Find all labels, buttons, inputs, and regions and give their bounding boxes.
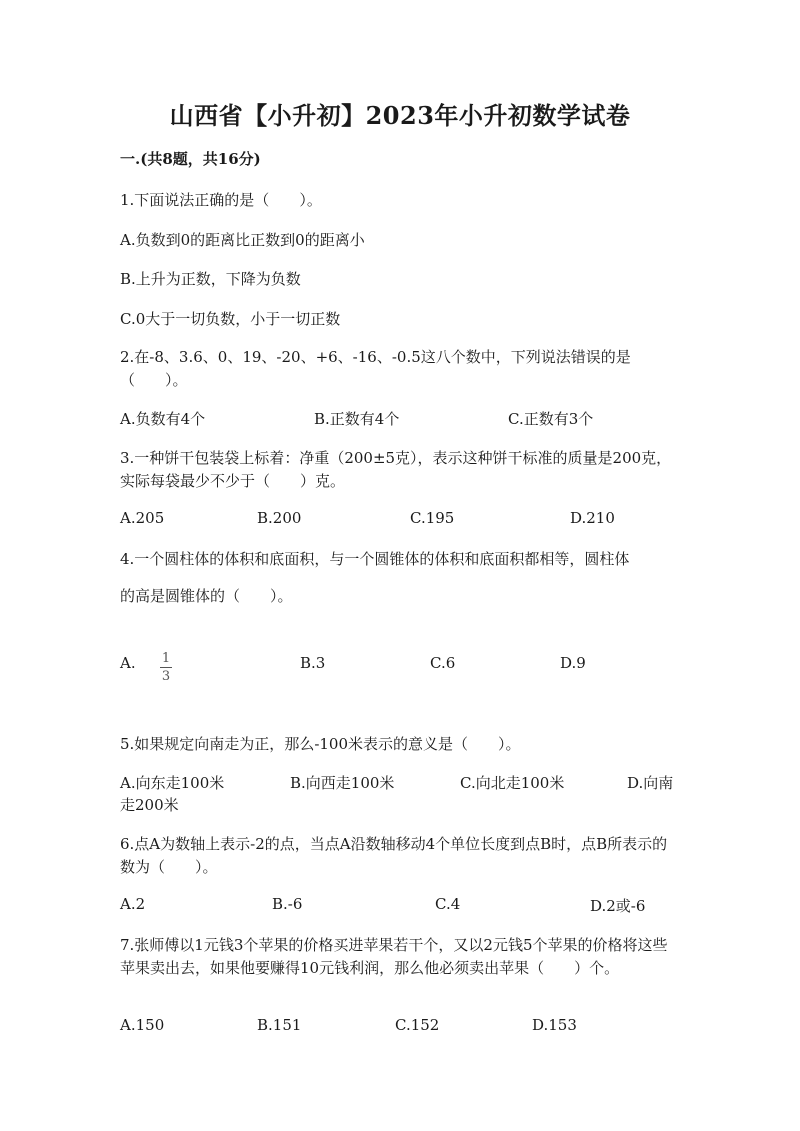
question-5-option-b: B.向西走100米 bbox=[290, 774, 395, 792]
question-4-option-d: D.9 bbox=[560, 654, 586, 672]
question-5-option-d: D.向南 bbox=[627, 774, 674, 792]
fraction-bar bbox=[160, 667, 172, 668]
question-2-option-a: A.负数有4个 bbox=[120, 410, 206, 428]
question-1-stem: 1.下面说法正确的是（ ）。 bbox=[120, 191, 322, 209]
question-3-option-c: C.195 bbox=[410, 509, 455, 527]
section-heading: 一.(共8题，共16分) bbox=[120, 150, 261, 168]
question-3-stem: 3.一种饼干包装袋上标着：净重（200±5克），表示这种饼干标准的质量是200克，实际每袋最少不少于（ ）克。 bbox=[120, 449, 672, 490]
question-7-option-a: A.150 bbox=[120, 1016, 165, 1034]
question-2-option-b: B.正数有4个 bbox=[314, 410, 400, 428]
question-7-option-c: C.152 bbox=[395, 1016, 440, 1034]
question-3-option-d: D.210 bbox=[570, 509, 615, 527]
question-6-option-b: B.-6 bbox=[272, 895, 303, 913]
question-7-option-d: D.153 bbox=[532, 1016, 577, 1034]
fraction-denominator: 3 bbox=[161, 669, 171, 684]
question-3-option-a: A.205 bbox=[120, 509, 165, 527]
question-4-option-c: C.6 bbox=[430, 654, 456, 672]
question-1-option-c: C.0大于一切负数，小于一切正数 bbox=[120, 310, 341, 328]
question-6-option-c: C.4 bbox=[435, 895, 461, 913]
question-4-option-a-fraction bbox=[160, 648, 172, 684]
question-1-option-a: A.负数到0的距离比正数到0的距离小 bbox=[120, 231, 365, 249]
page-title: 山西省【小升初】2023年小升初数学试卷 bbox=[169, 101, 631, 130]
question-6-option-a: A.2 bbox=[120, 895, 146, 913]
question-4-stem-line-2: 的高是圆锥体的（ ）。 bbox=[120, 587, 293, 605]
question-2-stem: 2.在-8、3.6、0、19、-20、+6、-16、-0.5这八个数中，下列说法错误的是（ ）。 bbox=[120, 348, 631, 389]
question-4-option-a-label: A. bbox=[120, 654, 136, 672]
question-5-stem: 5.如果规定向南走为正，那么-100米表示的意义是（ ）。 bbox=[120, 735, 521, 753]
question-7-option-b: B.151 bbox=[257, 1016, 302, 1034]
fraction-numerator: 1 bbox=[161, 651, 171, 666]
question-5-option-a: A.向东走100米 bbox=[120, 774, 225, 792]
question-5-option-d-continued: 走200米 bbox=[120, 796, 179, 814]
question-4-option-b: B.3 bbox=[300, 654, 326, 672]
question-2-option-c: C.正数有3个 bbox=[508, 410, 594, 428]
question-3-option-b: B.200 bbox=[257, 509, 302, 527]
question-4-stem-line-1: 4.一个圆柱体的体积和底面积，与一个圆锥体的体积和底面积都相等，圆柱体 bbox=[120, 550, 630, 568]
question-1-option-b: B.上升为正数，下降为负数 bbox=[120, 270, 301, 288]
question-5-option-c: C.向北走100米 bbox=[460, 774, 565, 792]
question-6-stem: 6.点A为数轴上表示-2的点，当点A沿数轴移动4个单位长度到点B时，点B所表示的数为（ ）。 bbox=[120, 835, 668, 876]
question-6-option-d: D.2或-6 bbox=[590, 897, 646, 915]
question-7-stem: 7.张师傅以1元钱3个苹果的价格买进苹果若干个，又以2元钱5个苹果的价格将这些苹果卖出去，如果他要赚得10元钱利润，那么他必须卖出苹果（ ）个。 bbox=[120, 936, 668, 977]
